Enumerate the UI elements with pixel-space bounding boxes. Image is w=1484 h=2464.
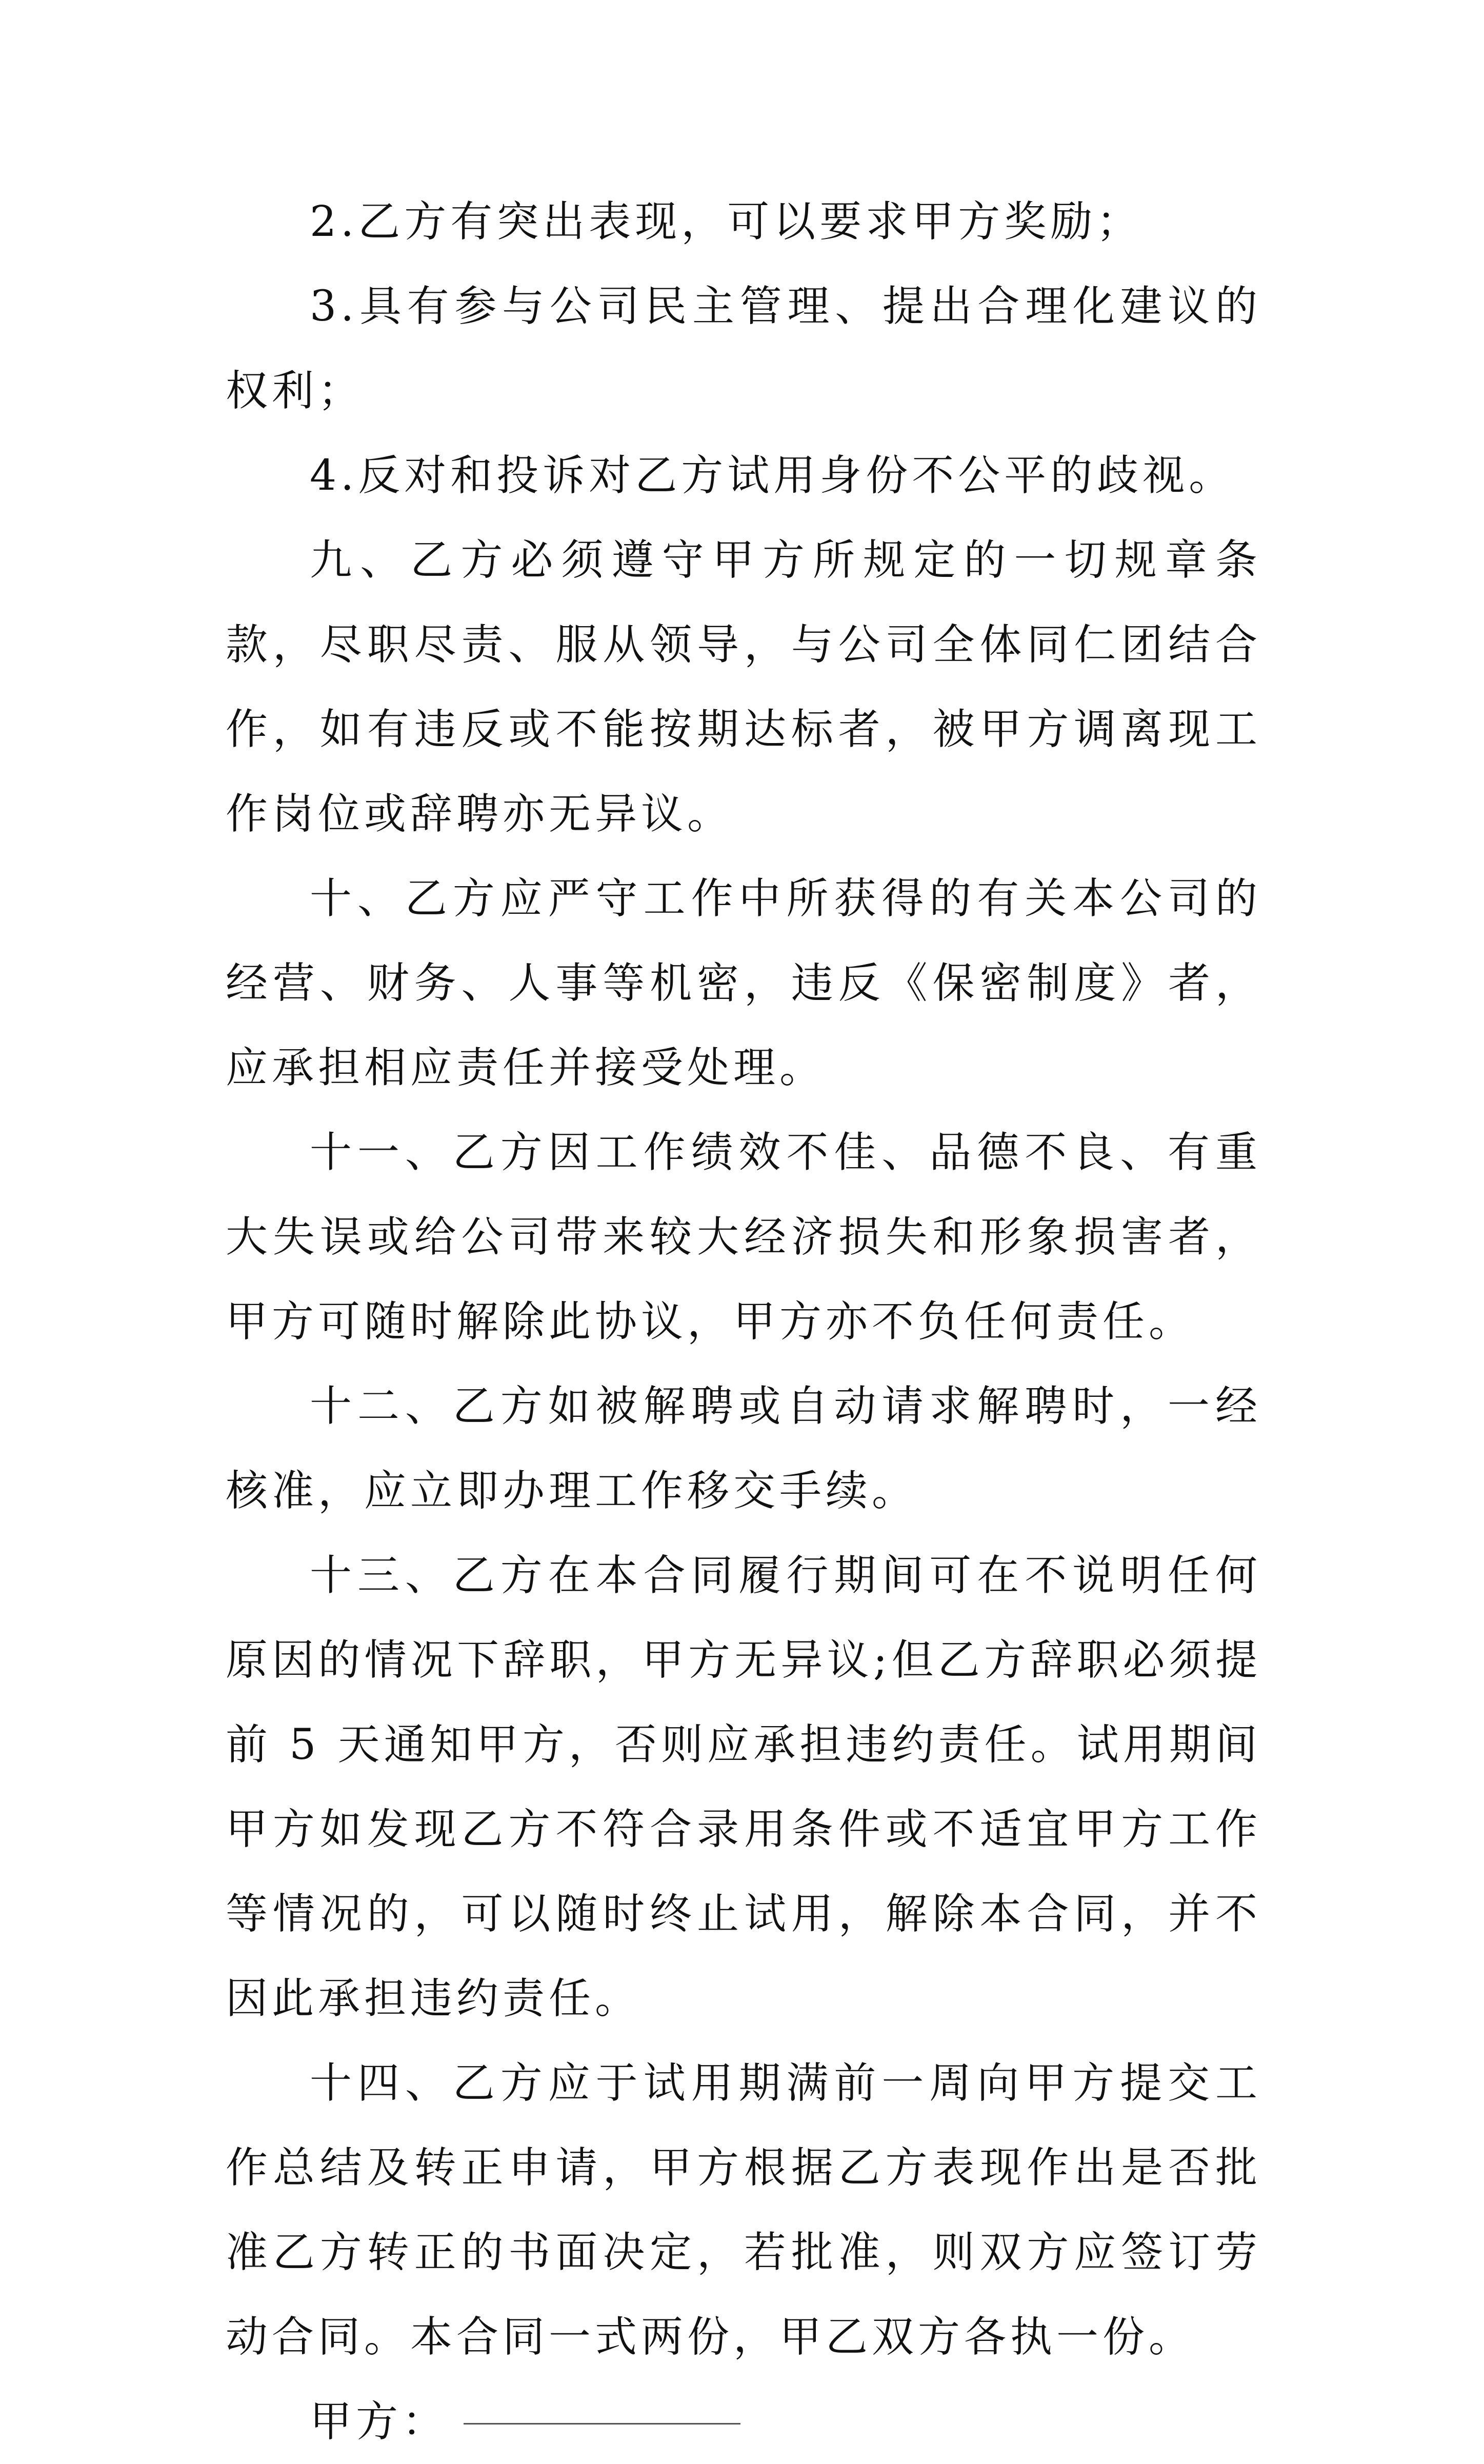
clause-10: 十、乙方应严守工作中所获得的有关本公司的经营、财务、人事等机密，违反《保密制度》者，应承担相应责任并接受处理。 [226,874,1261,1092]
clause-8-item-2: 2.乙方有突出表现，可以要求甲方奖励； [310,197,1143,246]
clause-13: 十三、乙方在本合同履行期间可在不说明任何原因的情况下辞职，甲方无异议;但乙方辞职必须提前 5 天通知甲方，否则应承担违约责任。试用期间甲方如发现乙方不符合录用条件或不适宜甲方工作等情况的，可以随时终止试用，解除本合同，并不因此承担违约责任。 [226,1551,1261,2023]
clause-9: 九、乙方必须遵守甲方所规定的一切规章条款，尽职尽责、服从领导，与公司全体同仁团结合作，如有违反或不能按期达标者，被甲方调离现工作岗位或辞聘亦无异议。 [226,536,1261,838]
document-body [226,179,1261,2464]
party-a-signature-line [464,2423,740,2425]
clause-11: 十一、乙方因工作绩效不佳、品德不良、有重大失误或给公司带来较大经济损失和形象损害者，甲方可随时解除此协议，甲方亦不负任何责任。 [226,1128,1261,1346]
clause-14: 十四、乙方应于试用期满前一周向甲方提交工作总结及转正申请，甲方根据乙方表现作出是否批准乙方转正的书面决定，若批准，则双方应签订劳动合同。本合同一式两份，甲乙双方各执一份。 [226,2059,1261,2361]
clause-8-item-3: 3.具有参与公司民主管理、提出合理化建议的权利； [226,282,1261,415]
clause-12: 十二、乙方如被解聘或自动请求解聘时，一经核准，应立即办理工作移交手续。 [226,1382,1261,1515]
party-a-label: 甲方： [310,2397,449,2446]
clause-8-item-4: 4.反对和投诉对乙方试用身份不公平的歧视。 [310,451,1235,500]
party-a-signature-row [226,2379,1261,2464]
